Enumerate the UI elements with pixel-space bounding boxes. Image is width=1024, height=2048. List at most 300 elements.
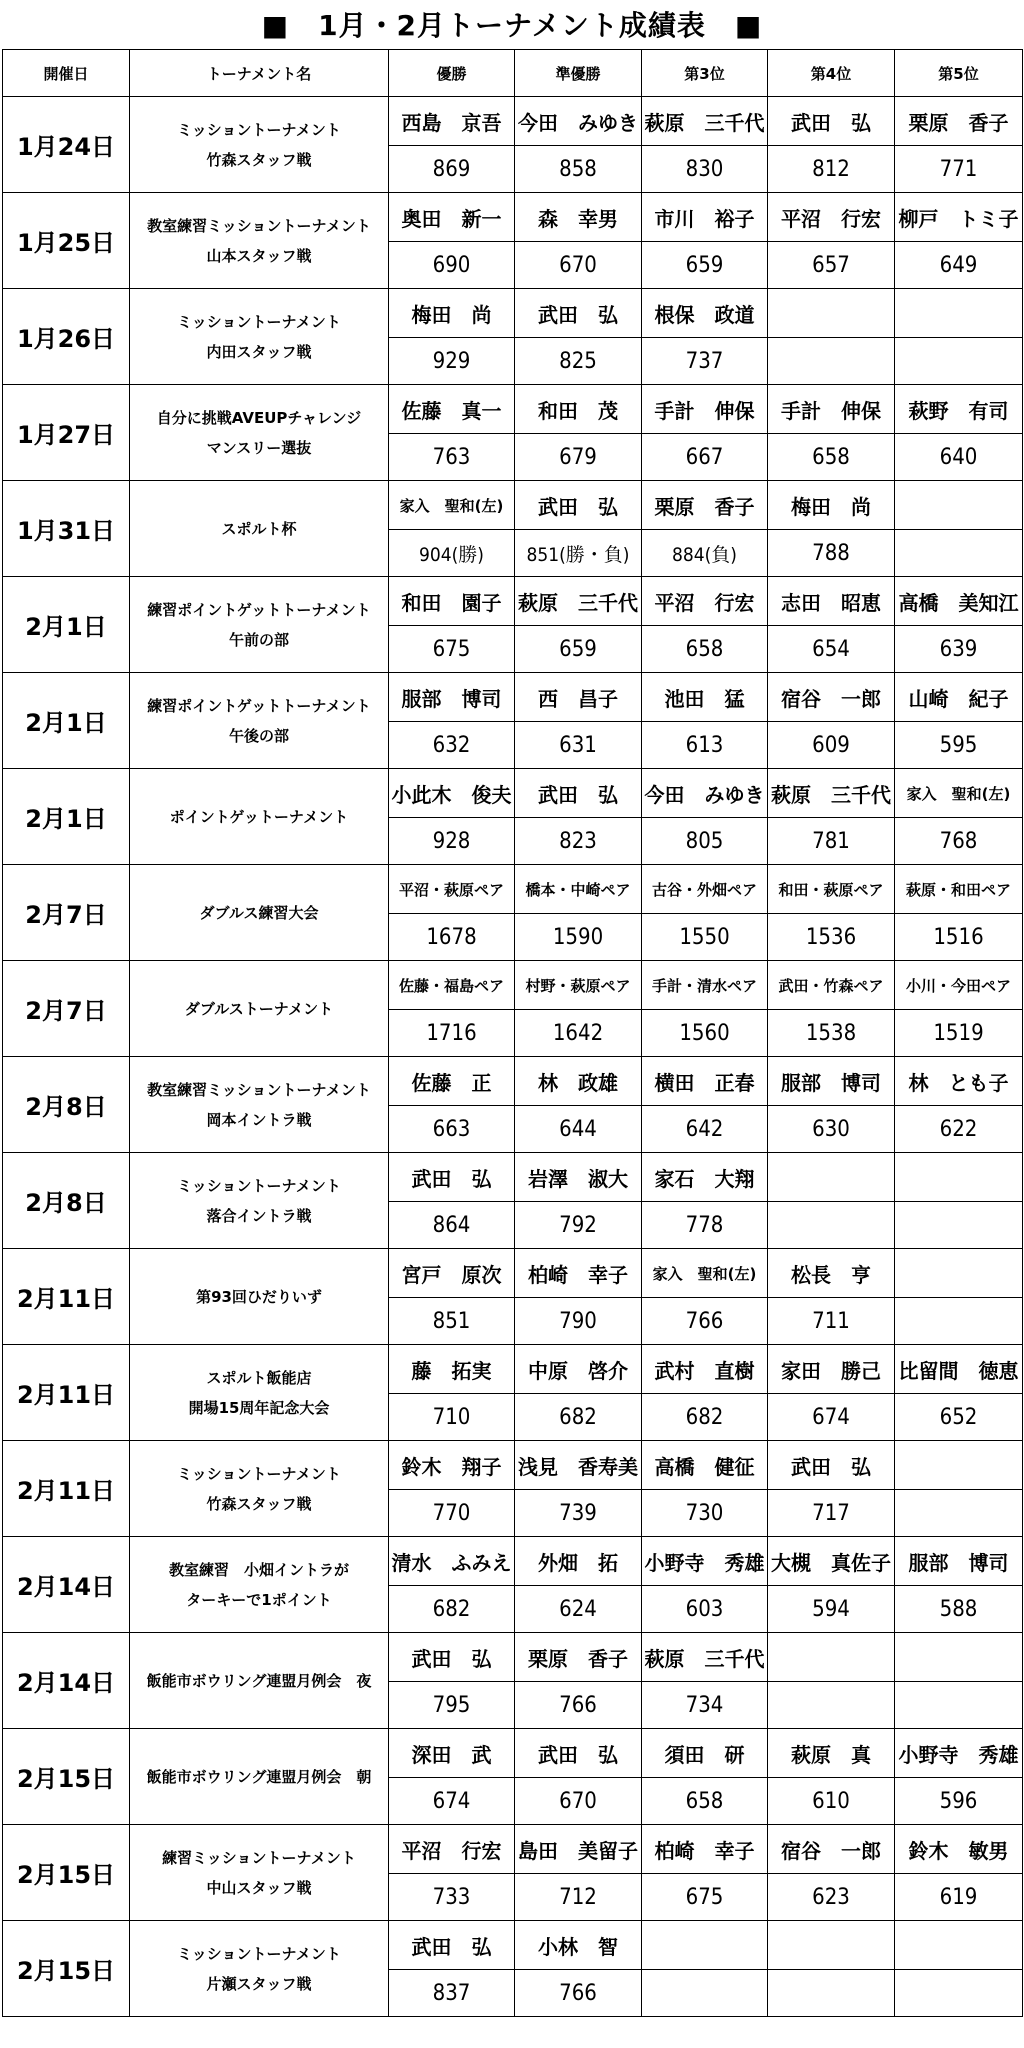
player-score: 1678 — [389, 914, 515, 961]
player-score: 851 — [389, 1298, 515, 1345]
player-name: 武田・竹森ペア — [768, 961, 895, 1010]
player-score: 929 — [389, 338, 515, 385]
player-name: 平沼 行宏 — [642, 577, 768, 626]
player-score: 733 — [389, 1874, 515, 1921]
result-row-names — [3, 769, 1023, 818]
player-name: 林 政雄 — [515, 1057, 642, 1106]
player-name: 佐藤 真一 — [389, 385, 515, 434]
result-row-names — [3, 193, 1023, 242]
tournament-name-line: ミッショントーナメント — [177, 1464, 341, 1483]
player-score: 805 — [642, 818, 768, 865]
player-name: 萩原・和田ペア — [895, 865, 1023, 914]
tournament-name — [130, 1921, 389, 2017]
tournament-name-line: スポルト杯 — [221, 519, 297, 538]
player-name: 家入 聖和(左) — [895, 769, 1023, 818]
player-name: 武田 弘 — [389, 1153, 515, 1202]
player-name: 柳戸 トミ子 — [895, 193, 1023, 242]
player-score: 595 — [895, 722, 1023, 769]
result-row-names — [3, 1633, 1023, 1682]
player-name: 和田 園子 — [389, 577, 515, 626]
player-name — [895, 1249, 1023, 1298]
event-date: 2月11日 — [3, 1441, 130, 1537]
tournament-name-line: 午後の部 — [228, 726, 289, 745]
player-score: 663 — [389, 1106, 515, 1153]
result-row-names — [3, 961, 1023, 1010]
player-name: 小野寺 秀雄 — [895, 1729, 1023, 1778]
result-row-names — [3, 289, 1023, 338]
results-table — [2, 49, 1023, 2017]
player-name: 高橋 美知江 — [895, 577, 1023, 626]
event-date: 2月8日 — [3, 1057, 130, 1153]
player-score: 619 — [895, 1874, 1023, 1921]
player-name: 古谷・外畑ペア — [642, 865, 768, 914]
player-score: 792 — [515, 1202, 642, 1249]
player-name: 萩原 三千代 — [515, 577, 642, 626]
player-score: 858 — [515, 146, 642, 193]
player-score — [768, 1970, 895, 2017]
player-score: 781 — [768, 818, 895, 865]
player-name — [895, 1921, 1023, 1970]
player-name: 服部 博司 — [768, 1057, 895, 1106]
player-score: 1716 — [389, 1010, 515, 1057]
player-score: 690 — [389, 242, 515, 289]
player-score: 644 — [515, 1106, 642, 1153]
player-score: 613 — [642, 722, 768, 769]
tournament-name-line: 中山スタッフ戦 — [206, 1878, 312, 1897]
player-name: 服部 博司 — [389, 673, 515, 722]
player-name: 宿谷 一郎 — [768, 1825, 895, 1874]
result-row-names — [3, 97, 1023, 146]
event-date: 1月25日 — [3, 193, 130, 289]
player-name: 武田 弘 — [515, 481, 642, 530]
tournament-name — [130, 577, 389, 673]
player-score: 830 — [642, 146, 768, 193]
player-name: 西島 京吾 — [389, 97, 515, 146]
player-name: 家田 勝己 — [768, 1345, 895, 1394]
player-name: 萩原 三千代 — [642, 1633, 768, 1682]
player-score: 730 — [642, 1490, 768, 1537]
player-name: 平沼・萩原ペア — [389, 865, 515, 914]
player-score: 631 — [515, 722, 642, 769]
player-name: 栗原 香子 — [642, 481, 768, 530]
player-name: 家石 大翔 — [642, 1153, 768, 1202]
player-name: 高橋 健征 — [642, 1441, 768, 1490]
event-date: 2月8日 — [3, 1153, 130, 1249]
player-score: 766 — [515, 1970, 642, 2017]
tournament-name-line: 練習ミッショントーナメント — [162, 1848, 356, 1867]
event-date: 1月24日 — [3, 97, 130, 193]
event-date: 2月1日 — [3, 673, 130, 769]
result-row-names — [3, 1537, 1023, 1586]
tournament-name — [130, 961, 389, 1057]
player-name: 比留間 徳恵 — [895, 1345, 1023, 1394]
player-score: 778 — [642, 1202, 768, 1249]
player-name: 和田・萩原ペア — [768, 865, 895, 914]
player-name: 武田 弘 — [768, 97, 895, 146]
player-score: 609 — [768, 722, 895, 769]
player-score: 768 — [895, 818, 1023, 865]
player-name — [895, 481, 1023, 530]
player-score: 622 — [895, 1106, 1023, 1153]
player-score — [768, 1202, 895, 1249]
player-score — [895, 1490, 1023, 1537]
player-name: 栗原 香子 — [515, 1633, 642, 1682]
player-name — [895, 289, 1023, 338]
player-score: 823 — [515, 818, 642, 865]
column-header: 優勝 — [389, 50, 515, 97]
player-name: 小此木 俊夫 — [389, 769, 515, 818]
player-score — [895, 1682, 1023, 1729]
player-name: 岩澤 淑大 — [515, 1153, 642, 1202]
result-row-names — [3, 1249, 1023, 1298]
player-score: 658 — [768, 434, 895, 481]
player-name: 柏崎 幸子 — [642, 1825, 768, 1874]
player-name: 浅見 香寿美 — [515, 1441, 642, 1490]
tournament-name — [130, 1825, 389, 1921]
tournament-name-line: 飯能市ボウリング連盟月例会 夜 — [146, 1671, 372, 1690]
tournament-name — [130, 385, 389, 481]
player-score: 1519 — [895, 1010, 1023, 1057]
player-name: 手計 伸保 — [768, 385, 895, 434]
player-name: 西 昌子 — [515, 673, 642, 722]
event-date: 2月11日 — [3, 1249, 130, 1345]
player-name: 市川 裕子 — [642, 193, 768, 242]
event-date: 1月26日 — [3, 289, 130, 385]
player-score: 658 — [642, 626, 768, 673]
player-name: 小野寺 秀雄 — [642, 1537, 768, 1586]
player-name: 中原 啓介 — [515, 1345, 642, 1394]
tournament-name-line: 第93回ひだりいず — [196, 1287, 322, 1306]
event-date: 2月15日 — [3, 1825, 130, 1921]
player-score: 837 — [389, 1970, 515, 2017]
tournament-name-line: 岡本イントラ戦 — [206, 1110, 312, 1129]
event-date: 2月7日 — [3, 961, 130, 1057]
tournament-name — [130, 289, 389, 385]
player-score: 717 — [768, 1490, 895, 1537]
tournament-name — [130, 97, 389, 193]
player-score: 674 — [768, 1394, 895, 1441]
player-score: 657 — [768, 242, 895, 289]
result-row-names — [3, 1441, 1023, 1490]
tournament-name — [130, 481, 389, 577]
player-score — [768, 338, 895, 385]
player-score: 851(勝・負) — [515, 530, 642, 577]
event-date: 1月31日 — [3, 481, 130, 577]
player-name: 梅田 尚 — [389, 289, 515, 338]
player-score: 674 — [389, 1778, 515, 1825]
player-score: 766 — [515, 1682, 642, 1729]
column-header: 準優勝 — [515, 50, 642, 97]
player-score: 630 — [768, 1106, 895, 1153]
tournament-name-line: 飯能市ボウリング連盟月例会 朝 — [146, 1767, 372, 1786]
event-date: 2月15日 — [3, 1921, 130, 2017]
tournament-name — [130, 1057, 389, 1153]
tournament-name — [130, 1537, 389, 1633]
player-score: 675 — [389, 626, 515, 673]
tournament-name-line: 教室練習ミッショントーナメント — [147, 216, 371, 235]
player-name: 志田 昭恵 — [768, 577, 895, 626]
player-name: 横田 正春 — [642, 1057, 768, 1106]
tournament-name-line: 片瀬スタッフ戦 — [206, 1974, 312, 1993]
player-name: 林 とも子 — [895, 1057, 1023, 1106]
tournament-name — [130, 1633, 389, 1729]
player-score: 639 — [895, 626, 1023, 673]
player-score: 682 — [515, 1394, 642, 1441]
player-name: 武田 弘 — [389, 1633, 515, 1682]
result-row-names — [3, 1825, 1023, 1874]
player-score: 1560 — [642, 1010, 768, 1057]
player-score: 667 — [642, 434, 768, 481]
player-score — [895, 1202, 1023, 1249]
player-name: 平沼 行宏 — [389, 1825, 515, 1874]
player-name: 萩野 有司 — [895, 385, 1023, 434]
player-name — [895, 1441, 1023, 1490]
player-name: 武田 弘 — [768, 1441, 895, 1490]
tournament-name — [130, 673, 389, 769]
tournament-name-line: 教室練習ミッショントーナメント — [147, 1080, 371, 1099]
column-header: トーナメント名 — [130, 50, 389, 97]
tournament-name — [130, 1441, 389, 1537]
player-name: 橋本・中崎ペア — [515, 865, 642, 914]
player-name: 藤 拓実 — [389, 1345, 515, 1394]
player-score: 770 — [389, 1490, 515, 1537]
player-score: 670 — [515, 242, 642, 289]
player-score: 739 — [515, 1490, 642, 1537]
player-name: 鈴木 敏男 — [895, 1825, 1023, 1874]
event-date: 2月7日 — [3, 865, 130, 961]
player-name: 森 幸男 — [515, 193, 642, 242]
column-header: 第3位 — [642, 50, 768, 97]
player-name: 武村 直樹 — [642, 1345, 768, 1394]
player-name: 萩原 三千代 — [642, 97, 768, 146]
tournament-name-line: ダブルストーナメント — [184, 999, 334, 1018]
player-name: 山崎 紀子 — [895, 673, 1023, 722]
player-name: 和田 茂 — [515, 385, 642, 434]
player-score: 596 — [895, 1778, 1023, 1825]
column-header: 第5位 — [895, 50, 1023, 97]
player-name: 外畑 拓 — [515, 1537, 642, 1586]
player-score: 812 — [768, 146, 895, 193]
tournament-name-line: 竹森スタッフ戦 — [206, 1494, 312, 1513]
player-name: 島田 美留子 — [515, 1825, 642, 1874]
player-score: 659 — [515, 626, 642, 673]
result-row-names — [3, 481, 1023, 530]
tournament-name-line: ミッショントーナメント — [177, 312, 341, 331]
player-score: 594 — [768, 1586, 895, 1633]
player-name — [768, 1921, 895, 1970]
tournament-name-line: 落合イントラ戦 — [206, 1206, 312, 1225]
result-row-names — [3, 1345, 1023, 1394]
player-name: 鈴木 翔子 — [389, 1441, 515, 1490]
player-score: 884(負) — [642, 530, 768, 577]
page-title: ■ 1月・2月トーナメント成績表 ■ — [261, 9, 763, 42]
tournament-name-line: スポルト飯能店 — [206, 1368, 312, 1387]
player-name: 佐藤 正 — [389, 1057, 515, 1106]
player-score: 623 — [768, 1874, 895, 1921]
player-score — [895, 530, 1023, 577]
player-score — [642, 1970, 768, 2017]
player-score: 603 — [642, 1586, 768, 1633]
player-score: 825 — [515, 338, 642, 385]
player-score: 763 — [389, 434, 515, 481]
player-score: 1538 — [768, 1010, 895, 1057]
tournament-name-line: ミッショントーナメント — [177, 1944, 341, 1963]
event-date: 2月1日 — [3, 577, 130, 673]
result-row-names — [3, 865, 1023, 914]
tournament-name-line: ミッショントーナメント — [177, 120, 341, 139]
player-score: 869 — [389, 146, 515, 193]
player-name — [768, 1633, 895, 1682]
column-header: 開催日 — [3, 50, 130, 97]
tournament-name-line: 自分に挑戦AVEUPチャレンジ — [156, 408, 362, 427]
event-date: 2月14日 — [3, 1537, 130, 1633]
tournament-name-line: 教室練習 小畑イントラが — [168, 1560, 349, 1579]
player-name: 池田 猛 — [642, 673, 768, 722]
result-row-names — [3, 1057, 1023, 1106]
player-name — [895, 1153, 1023, 1202]
player-score: 649 — [895, 242, 1023, 289]
player-score: 766 — [642, 1298, 768, 1345]
tournament-name — [130, 865, 389, 961]
tournament-name-line: ミッショントーナメント — [177, 1176, 341, 1195]
player-score: 640 — [895, 434, 1023, 481]
player-name: 武田 弘 — [515, 289, 642, 338]
tournament-name-line: 練習ポイントゲットトーナメント — [147, 600, 371, 619]
player-score: 711 — [768, 1298, 895, 1345]
event-date: 2月11日 — [3, 1345, 130, 1441]
player-score — [768, 1682, 895, 1729]
result-row-names — [3, 385, 1023, 434]
tournament-name-line: 内田スタッフ戦 — [206, 342, 312, 361]
player-score: 588 — [895, 1586, 1023, 1633]
player-score: 795 — [389, 1682, 515, 1729]
player-name: 今田 みゆき — [642, 769, 768, 818]
tournament-name-line: ポイントゲットーナメント — [169, 807, 349, 826]
tournament-name-line: ダブルス練習大会 — [199, 903, 319, 922]
tournament-name — [130, 193, 389, 289]
player-name: 大槻 真佐子 — [768, 1537, 895, 1586]
player-name: 奥田 新一 — [389, 193, 515, 242]
player-score: 670 — [515, 1778, 642, 1825]
player-name: 佐藤・福島ペア — [389, 961, 515, 1010]
player-name: 梅田 尚 — [768, 481, 895, 530]
player-score: 675 — [642, 1874, 768, 1921]
tournament-name-line: マンスリー選抜 — [206, 438, 312, 457]
player-score — [895, 338, 1023, 385]
player-name: 萩原 三千代 — [768, 769, 895, 818]
player-score: 624 — [515, 1586, 642, 1633]
tournament-name — [130, 769, 389, 865]
player-score: 652 — [895, 1394, 1023, 1441]
player-name: 柏崎 幸子 — [515, 1249, 642, 1298]
player-name: 松長 亨 — [768, 1249, 895, 1298]
tournament-name-line: 午前の部 — [228, 630, 289, 649]
player-score: 679 — [515, 434, 642, 481]
tournament-name-line: ターキーで1ポイント — [186, 1590, 332, 1609]
player-name: 服部 博司 — [895, 1537, 1023, 1586]
event-date: 1月27日 — [3, 385, 130, 481]
player-name: 武田 弘 — [515, 1729, 642, 1778]
player-name: 小川・今田ペア — [895, 961, 1023, 1010]
tournament-name-line: 山本スタッフ戦 — [206, 246, 312, 265]
player-name: 根保 政道 — [642, 289, 768, 338]
player-score: 771 — [895, 146, 1023, 193]
player-score: 734 — [642, 1682, 768, 1729]
player-name: 今田 みゆき — [515, 97, 642, 146]
player-name — [642, 1921, 768, 1970]
tournament-name-line: 開場15周年記念大会 — [188, 1398, 330, 1417]
tournament-name — [130, 1249, 389, 1345]
player-name: 武田 弘 — [389, 1921, 515, 1970]
result-row-names — [3, 577, 1023, 626]
player-score: 682 — [642, 1394, 768, 1441]
player-score: 642 — [642, 1106, 768, 1153]
player-score: 654 — [768, 626, 895, 673]
player-name: 深田 武 — [389, 1729, 515, 1778]
player-score: 659 — [642, 242, 768, 289]
player-name: 手計 伸保 — [642, 385, 768, 434]
player-score: 864 — [389, 1202, 515, 1249]
tournament-name — [130, 1729, 389, 1825]
player-name: 栗原 香子 — [895, 97, 1023, 146]
tournament-name-line: 竹森スタッフ戦 — [206, 150, 312, 169]
tournament-name — [130, 1153, 389, 1249]
header-row — [3, 50, 1023, 97]
player-score: 1536 — [768, 914, 895, 961]
player-name — [895, 1633, 1023, 1682]
player-name: 家入 聖和(左) — [389, 481, 515, 530]
player-score: 1590 — [515, 914, 642, 961]
player-score: 1642 — [515, 1010, 642, 1057]
table-body — [3, 97, 1023, 2017]
player-name: 家入 聖和(左) — [642, 1249, 768, 1298]
result-row-names — [3, 1729, 1023, 1778]
result-row-names — [3, 1153, 1023, 1202]
player-score: 658 — [642, 1778, 768, 1825]
player-name: 手計・清水ペア — [642, 961, 768, 1010]
player-score — [895, 1970, 1023, 2017]
player-name: 平沼 行宏 — [768, 193, 895, 242]
player-score — [895, 1298, 1023, 1345]
player-score: 904(勝) — [389, 530, 515, 577]
event-date: 2月15日 — [3, 1729, 130, 1825]
player-score: 610 — [768, 1778, 895, 1825]
player-score: 928 — [389, 818, 515, 865]
tournament-name — [130, 1345, 389, 1441]
player-score: 632 — [389, 722, 515, 769]
result-row-names — [3, 1921, 1023, 1970]
tournament-name-line: 練習ポイントゲットトーナメント — [147, 696, 371, 715]
player-score: 1550 — [642, 914, 768, 961]
event-date: 2月14日 — [3, 1633, 130, 1729]
player-name: 萩原 真 — [768, 1729, 895, 1778]
column-header: 第4位 — [768, 50, 895, 97]
player-name: 宿谷 一郎 — [768, 673, 895, 722]
player-name: 清水 ふみえ — [389, 1537, 515, 1586]
player-name: 宮戸 原次 — [389, 1249, 515, 1298]
player-name: 須田 研 — [642, 1729, 768, 1778]
player-name: 武田 弘 — [515, 769, 642, 818]
player-name: 村野・萩原ペア — [515, 961, 642, 1010]
event-date: 2月1日 — [3, 769, 130, 865]
player-score: 788 — [768, 530, 895, 577]
player-score: 712 — [515, 1874, 642, 1921]
player-name: 小林 智 — [515, 1921, 642, 1970]
player-name — [768, 1153, 895, 1202]
player-score: 790 — [515, 1298, 642, 1345]
player-score: 710 — [389, 1394, 515, 1441]
player-score: 1516 — [895, 914, 1023, 961]
